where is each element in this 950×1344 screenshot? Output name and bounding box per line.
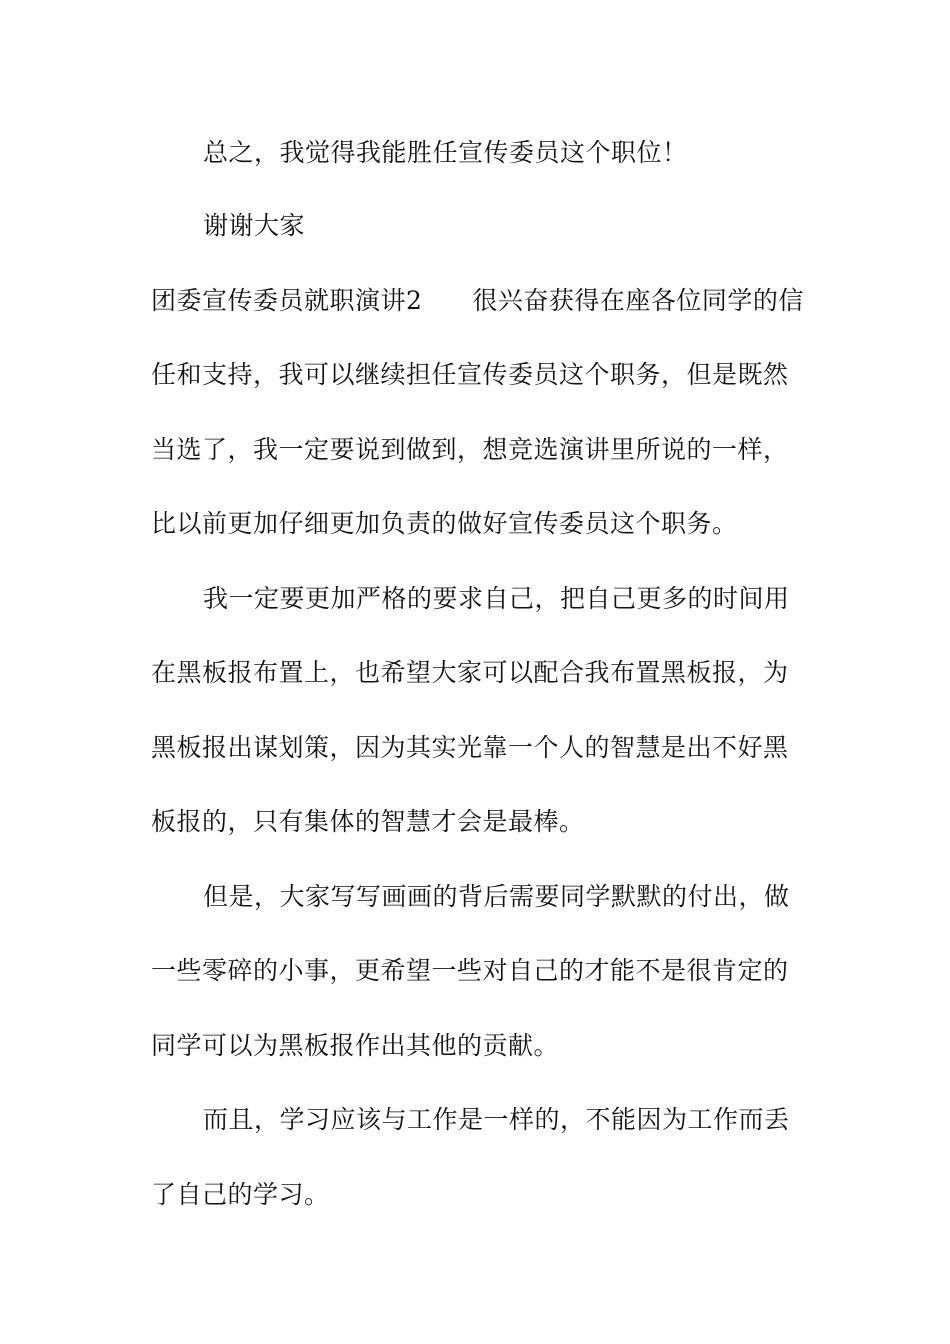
paragraph-line: 当选了，我一定要说到做到，想竞选演讲里所说的一样， — [151, 435, 789, 464]
paragraph-line: 在黑板报布置上，也希望大家可以配合我布置黑板报，为 — [151, 658, 789, 687]
paragraph-line: 任和支持，我可以继续担任宣传委员这个职务，但是既然 — [151, 360, 789, 389]
paragraph-line: 一些零碎的小事，更希望一些对自己的才能不是很肯定的 — [151, 956, 789, 985]
paragraph-line: 谢谢大家 — [203, 211, 306, 240]
paragraph-line: 而且，学习应该与工作是一样的，不能因为工作而丢 — [203, 1105, 790, 1134]
paragraph-line: 同学可以为黑板报作出其他的贡献。 — [151, 1031, 560, 1060]
paragraph-line: 很兴奋获得在座各位同学的信 — [472, 286, 804, 315]
paragraph-line: 但是，大家写写画画的背后需要同学默默的付出，做 — [203, 882, 790, 911]
paragraph-line: 板报的，只有集体的智慧才会是最棒。 — [151, 807, 585, 836]
paragraph-line: 了自己的学习。 — [151, 1180, 330, 1209]
paragraph-line: 比以前更加仔细更加负责的做好宣传委员这个职务。 — [151, 509, 738, 538]
paragraph-line: 我一定要更加严格的要求自己，把自己更多的时间用 — [203, 584, 790, 613]
paragraph-line: 总之，我觉得我能胜任宣传委员这个职位！ — [203, 138, 688, 167]
section-heading: 团委宣传委员就职演讲2 — [151, 286, 423, 315]
heading-line — [151, 286, 804, 316]
paragraph-line: 黑板报出谋划策，因为其实光靠一个人的智慧是出不好黑 — [151, 733, 789, 762]
